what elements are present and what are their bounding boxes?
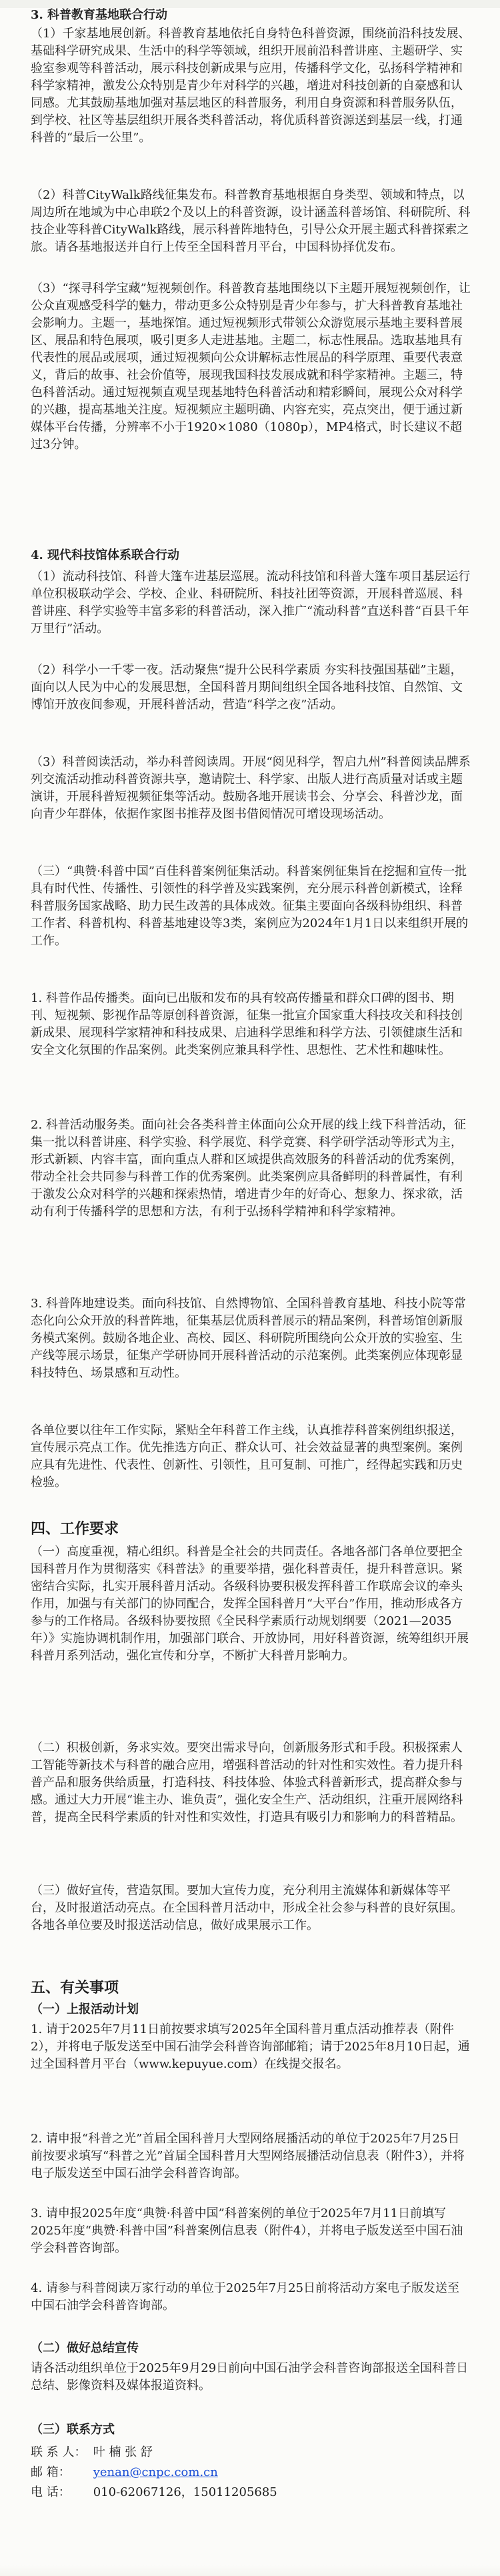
paragraph-5-item4: 4. 请参与科普阅读万家行动的单位于2025年7月25日前将活动方案电子版发送至中国石油学会科普咨询部。 [31, 2281, 460, 2313]
document-content [31, 7, 471, 2569]
paragraph-3-4-3: （3）科普阅读活动，举办科普阅读周。开展“阅见科学，智启九州”科普阅读品牌系列交流活动推动科普资源共享，邀请院士、科学家、出版人进行高质量对话或主题演讲，开展科普短视频征集等活动。鼓励各地开展读书会、分享会、科普沙龙，面向青少年群体，依据作家图书推荐及图书借阅情况可增设现场活动。 [31, 755, 471, 821]
paragraph-case-requirement: 各单位要以往年工作实际，紧贴全年科普工作主线，认真推荐科普案例组织报送，宣传展示亮点工作。优先推选方向正、群众认可、社会效益显著的典型案例。案例应具有先进性、代表性、创新性、引领性，且可复制、可推广，经得起实践和历史检验。 [31, 1423, 463, 1489]
contact-person-row [31, 2444, 471, 2461]
section-3-4-title: 4. 现代科技馆体系联合行动 [31, 548, 180, 562]
section-5-sub3: （三）联系方式 [31, 2423, 115, 2437]
paragraph-case-type-3: 3. 科普阵地建设类。面向科技馆、自然博物馆、全国科普教育基地、科技小院等常态化向公众开放的科普阵地，征集基层优质科普展示的精品案例，科普场馆创新服务模式案例。鼓励各地企业、高校、园区、科研院所围绕向公众开放的实验室、生产线等展示场景，征集产学研协同开展科普活动的示范案例。此类案例应体现彰显科技特色、场景感和互动性。 [31, 1297, 466, 1380]
section-4-title: 四、工作要求 [31, 1521, 119, 1537]
contact-person-label: 联 系 人： [31, 2445, 87, 2459]
paragraph-case-type-2: 2. 科普活动服务类。面向社会各类科普主体面向公众开展的线上线下科普活动，征集一批以科普讲座、科学实验、科学展览、科学竞赛、科学研学活动等形式为主，形式新颖、内容丰富，面向重点人群和区域提供高效服务的科普活动的优秀案例，带动全社会共同参与科普工作的优秀案例。此类案例应具备鲜明的科普属性，有利于激发公众对科学的兴趣和探索热情，增进青少年的好奇心、想象力、探求欲，活动有利于传播科学的思想和方法，有利于弘扬科学精神和科学家精神。 [31, 1118, 466, 1219]
section-3-title: 3. 科普教育基地联合行动 [31, 8, 168, 22]
paragraph-3-3: （3）“探寻科学宝藏”短视频创作。科普教育基地围绕以下主题开展短视频创作，让公众直观感受科学的魅力，带动更多公众特别是青少年参与，扩大科普教育基地社会影响力。主题一，基地探馆。通过短视频形式带领公众游览展示基地主要科普展区、展品和特色展项，吸引更多人走进基地。主题二，标志性展品。选取基地具有代表性的展品或展项，通过短视频向公众讲解标志性展品的科学原理、重要代表意义，背后的故事、社会价值等，展现我国科技发展成就和科学家精神。主题三，特色科普活动。通过短视频直观呈现基地特色科普活动和精彩瞬间，展现公众对科学的兴趣，提高基地关注度。短视频应主题明确、内容充实，亮点突出，便于通过新媒体平台传播，分辨率不小于1920×1080（1080p），MP4格式，时长建议不超过3分钟。 [31, 281, 471, 452]
contact-phone-label: 电 话： [31, 2485, 71, 2499]
contact-email-link[interactable]: yenan@cnpc.com.cn [93, 2465, 218, 2479]
contact-phone-row [31, 2484, 471, 2501]
section-5-title: 五、有关事项 [31, 1980, 119, 1996]
paragraph-3-2: （2）科普CityWalk路线征集发布。科普教育基地根据自身类型、领域和特点，以周边所在地域为中心串联2个及以上的科普资源，设计涵盖科普场馆、科研院所、科技企业等科普CityWalk路线，展示科普阵地特色，引导公众开展主题式科普探索之旅。请各基地报送并自行上传至全国科普月平台，中国科协择优发布。 [31, 188, 471, 254]
contact-email-label: 邮 箱： [31, 2465, 71, 2479]
paragraph-case-type-1: 1. 科普作品传播类。面向已出版和发布的具有较高传播量和群众口碑的图书、期刊、短视频、影视作品等原创科普资源，征集一批宣介国家重大科技攻关和科技创新成果、展现科学家精神和科技成果、启迪科学思维和科学方法、引领健康生活和安全文化氛围的作品案例。此类案例应兼具科学性、思想性、艺术性和趣味性。 [31, 991, 463, 1057]
contact-phone-value: 010-62067126，15011205685 [93, 2485, 277, 2499]
paragraph-3-4-1: （1）流动科技馆、科普大篷车进基层巡展。流动科技馆和科普大篷车项目基层运行单位积极联动学会、学校、企业、科研院所、科技社团等资源，开展科普巡展、科普讲座、科学实验等丰富多彩的科普活动，深入推广“流动科普”直送科普“百县千年万里行”活动。 [31, 570, 471, 636]
paragraph-3-1: （1）千家基地展创新。科普教育基地依托自身特色科普资源，围绕前沿科技发展、基础科学研究成果、生活中的科学等领域，组织开展前沿科普讲座、主题研学、实验室参观等科普活动，展示科技创新成果与应用，传播科学文化，弘扬科学精神和科学家精神，激发公众特别是青少年对科学的兴趣，增进对科技创新的自豪感和认同感。尤其鼓励基地加强对基层地区的科普服务，利用自身资源和科普服务队伍，到学校、社区等基层组织开展各类科普活动，将优质科普资源送到基层一线，打通科普的“最后一公里”。 [31, 27, 471, 145]
paragraph-5-item1: 1. 请于2025年7月11日前按要求填写2025年全国科普月重点活动推荐表（附件2），并将电子版发送至中国石油学会科普咨询部邮箱；请于2025年8月10日起，通过全国科普月平台（www.kepuyue.com）在线提交报名。 [31, 2022, 470, 2071]
paragraph-4-2: （二）积极创新，务求实效。要突出需求导向，创新服务形式和手段。积极探索人工智能等新技术与科普的融合应用，增强科普活动的针对性和实效性。着力提升科普产品和服务供给质量，打造科技、科技体验、体验式科普新形式，提高群众参与感。通过大力开展“谁主办、谁负责”，强化安全生产、活动组织，注重开展网络科普，提高全民科学素质的针对性和实效性，打造具有吸引力和影响力的科普精品。 [31, 1741, 463, 1824]
paragraph-case-collection: （三）“典赞·科普中国”百佳科普案例征集活动。科普案例征集旨在挖掘和宣传一批具有时代性、传播性、引领性的科学普及实践案例，充分展示科普创新模式，诠释科普服务国家战略、助力民生改善的具体成效。征集主要面向各级科协组织、科普工作者、科普机构、科普基地建设等3类，案例应为2024年1月1日以来组织开展的工作。 [31, 864, 469, 948]
paragraph-5-summary: 请各活动组织单位于2025年9月29日前向中国石油学会科普咨询部报送全国科普日总结、影像资料及媒体报道资料。 [31, 2361, 469, 2393]
section-5-sub2: （二）做好总结宣传 [31, 2341, 139, 2355]
section-5-sub1: （一）上报活动计划 [31, 2002, 139, 2016]
paragraph-4-1: （一）高度重视，精心组织。科普是全社会的共同责任。各地各部门各单位要把全国科普月作为贯彻落实《科普法》的重要举措，强化科普责任，提升科普意识。紧密结合实际，扎实开展科普月活动。各级科协要积极发挥科普工作联席会议的牵头作用，加强与有关部门的协同配合，发挥全国科普月“大平台”作用，推动形成各方参与的工作格局。各级科协要按照《全民科学素质行动规划纲要（2021—2035年）》实施协调机制作用，加强部门联合、开放协同，用好科普资源，统筹组织开展科普月系列活动，强化宣传和分享，不断扩大科普月影响力。 [31, 1545, 469, 1663]
contact-email-row [31, 2464, 471, 2481]
paragraph-5-item2: 2. 请申报“科普之光”首届全国科普月大型网络展播活动的单位于2025年7月25日前按要求填写“科普之光”首届全国科普月大型网络展播活动信息表（附件3），并将电子版发送至中国石油学会科普咨询部。 [31, 2132, 465, 2180]
paragraph-4-3: （三）做好宣传，营造氛围。要加大宣传力度，充分利用主流媒体和新媒体等平台，及时报道活动亮点。在全国科普月活动中，形成全社会参与科普的良好氛围。各地各单位要及时报送活动信息，做好成果展示工作。 [31, 1884, 463, 1932]
contact-person-value: 叶 楠 张 舒 [93, 2445, 153, 2459]
paragraph-3-4-2: （2）科学小一千零一夜。活动聚焦“提升公民科学素质 夯实科技强国基础”主题，面向以人民为中心的发展思想，全国科普月期间组织全国各地科技馆、自然馆、文博馆开放夜间参观，开展科普活动，营造“科学之夜”活动。 [31, 663, 463, 712]
paragraph-5-item3: 3. 请申报2025年度“典赞·科普中国”科普案例的单位于2025年7月11日前填写2025年度“典赞·科普中国”科普案例信息表（附件4），并将电子版发送至中国石油学会科普咨询部。 [31, 2206, 463, 2255]
